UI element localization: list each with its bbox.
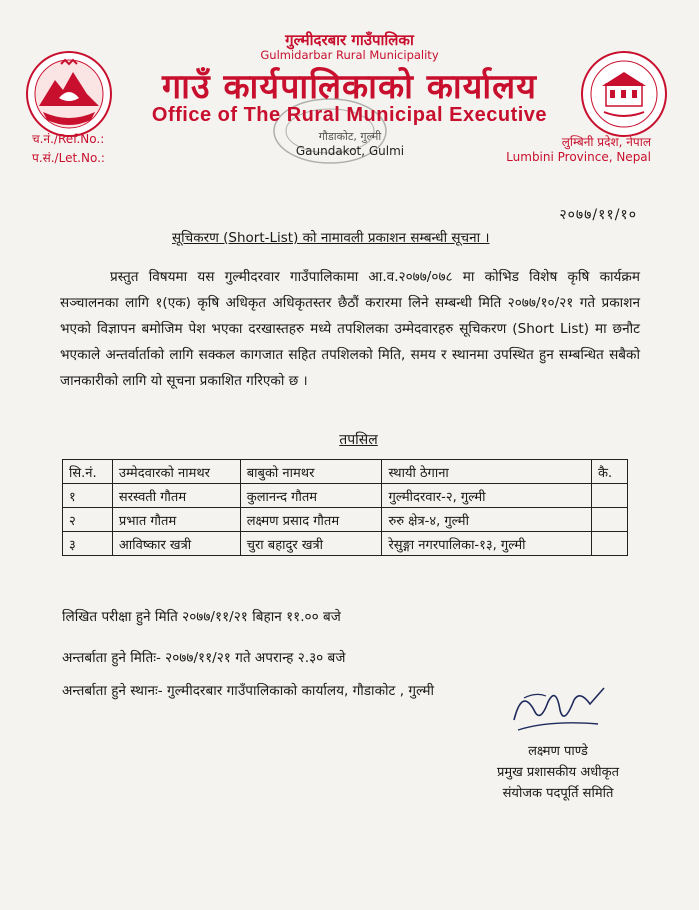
table-row	[63, 484, 628, 508]
table-cell: सरस्वती गौतम	[112, 484, 240, 508]
candidates-table	[62, 459, 628, 556]
location-en: Gaundakot, Gulmi	[295, 144, 405, 158]
table-cell	[592, 532, 628, 556]
location-block	[230, 130, 470, 158]
letter-subject: सूचिकरण (Short-List) को नामावली प्रकाशन सम्बन्धी सूचना ।	[172, 230, 490, 246]
office-title-np: गाउँ कार्यपालिकाको कार्यालय	[162, 67, 537, 107]
province-en: Lumbini Province, Nepal	[506, 150, 651, 164]
province-block	[506, 135, 651, 165]
table-cell: ३	[63, 532, 113, 556]
table-cell: लक्ष्मण प्रसाद गौतम	[240, 508, 382, 532]
let-no-label: प.सं./Let.No.:	[32, 151, 105, 165]
table-header-address: स्थायी ठेगाना	[382, 460, 592, 484]
letter-body	[60, 264, 640, 394]
signatory-name: लक्ष्मण पाण्डे	[528, 744, 588, 759]
letter-body-paragraph: प्रस्तुत विषयमा यस गुल्मीदरवार गाउँपालिकामा आ.व.२०७७/०७८ मा कोभिड विशेष कृषि कार्यक्रम सञ्चालनका लागि १(एक) कृषि अधिकृत अधिकृतस्तर छैठौं करारमा लिने सम्बन्धी मिति २०७७/१०/२१ गते प्रकाशन भएको विज्ञापन बमोजिम पेश भएका दरखास्तहरु मध्ये तपशिलका उम्मेदवारहरु सूचिकरण (Short List) मा छनौट भएकाले अन्तर्वार्ताको लागि सक्कल कागजात सहित तपशिलको मिति, समय र स्थानमा उपस्थित हुन सम्बन्धित सबैको जानकारीको लागि यो सूचना प्रकाशित गरिएको छ ।	[60, 269, 640, 389]
signatory-block	[478, 741, 638, 804]
table-cell: रेसुङ्गा नगरपालिका-१३, गुल्मी	[382, 532, 592, 556]
signatory-title: प्रमुख प्रशासकीय अधीकृत	[496, 765, 620, 780]
table-cell: कुलानन्द गौतम	[240, 484, 382, 508]
reference-block	[32, 130, 105, 168]
table-header-row	[63, 460, 628, 484]
letter-date: २०७७/११/१०	[559, 207, 637, 223]
table-cell	[592, 508, 628, 532]
exam-date-line: लिखित परीक्षा हुने मिति २०७७/११/२१ बिहान ११.०० बजे	[62, 609, 341, 625]
province-np: लुम्बिनी प्रदेश, नेपाल	[561, 135, 651, 149]
table-cell: प्रभात गौतम	[112, 508, 240, 532]
interview-date-line: अन्तर्बाता हुने मितिः- २०७७/११/२१ गते अपरान्ह २.३० बजे	[62, 650, 346, 666]
table-row	[63, 508, 628, 532]
table-cell: चुरा बहादुर खत्री	[240, 532, 382, 556]
interview-place-line: अन्तर्बाता हुने स्थानः- गुल्मीदरबार गाउँपालिकाको कार्यालय, गौडाकोट , गुल्मी	[62, 683, 435, 699]
table-row	[63, 532, 628, 556]
location-np: गौडाकोट, गुल्मी	[318, 130, 382, 143]
table-cell: गुल्मीदरवार-२, गुल्मी	[382, 484, 592, 508]
table-header-father: बाबुको नामथर	[240, 460, 382, 484]
signature-icon	[500, 680, 610, 740]
table-cell: १	[63, 484, 113, 508]
municipality-name-en: Gulmidarbar Rural Municipality	[260, 48, 439, 62]
tapsil-heading: तपसिल	[339, 432, 378, 448]
office-title-en: Office of The Rural Municipal Executive	[151, 104, 548, 126]
municipality-name-np: गुल्मीदरबार गाउँपालिका	[285, 31, 414, 49]
table-header-remarks: कै.	[592, 460, 628, 484]
table-cell: २	[63, 508, 113, 532]
signatory-role: संयोजक पदपूर्ति समिति	[502, 786, 614, 801]
table-header-candidate: उम्मेदवारको नामथर	[112, 460, 240, 484]
table-cell: आविष्कार खत्री	[112, 532, 240, 556]
ref-no-label: च.नं./Ref.No.:	[32, 132, 105, 146]
table-cell: रुरु क्षेत्र-४, गुल्मी	[382, 508, 592, 532]
table-cell	[592, 484, 628, 508]
table-header-sn: सि.नं.	[63, 460, 113, 484]
